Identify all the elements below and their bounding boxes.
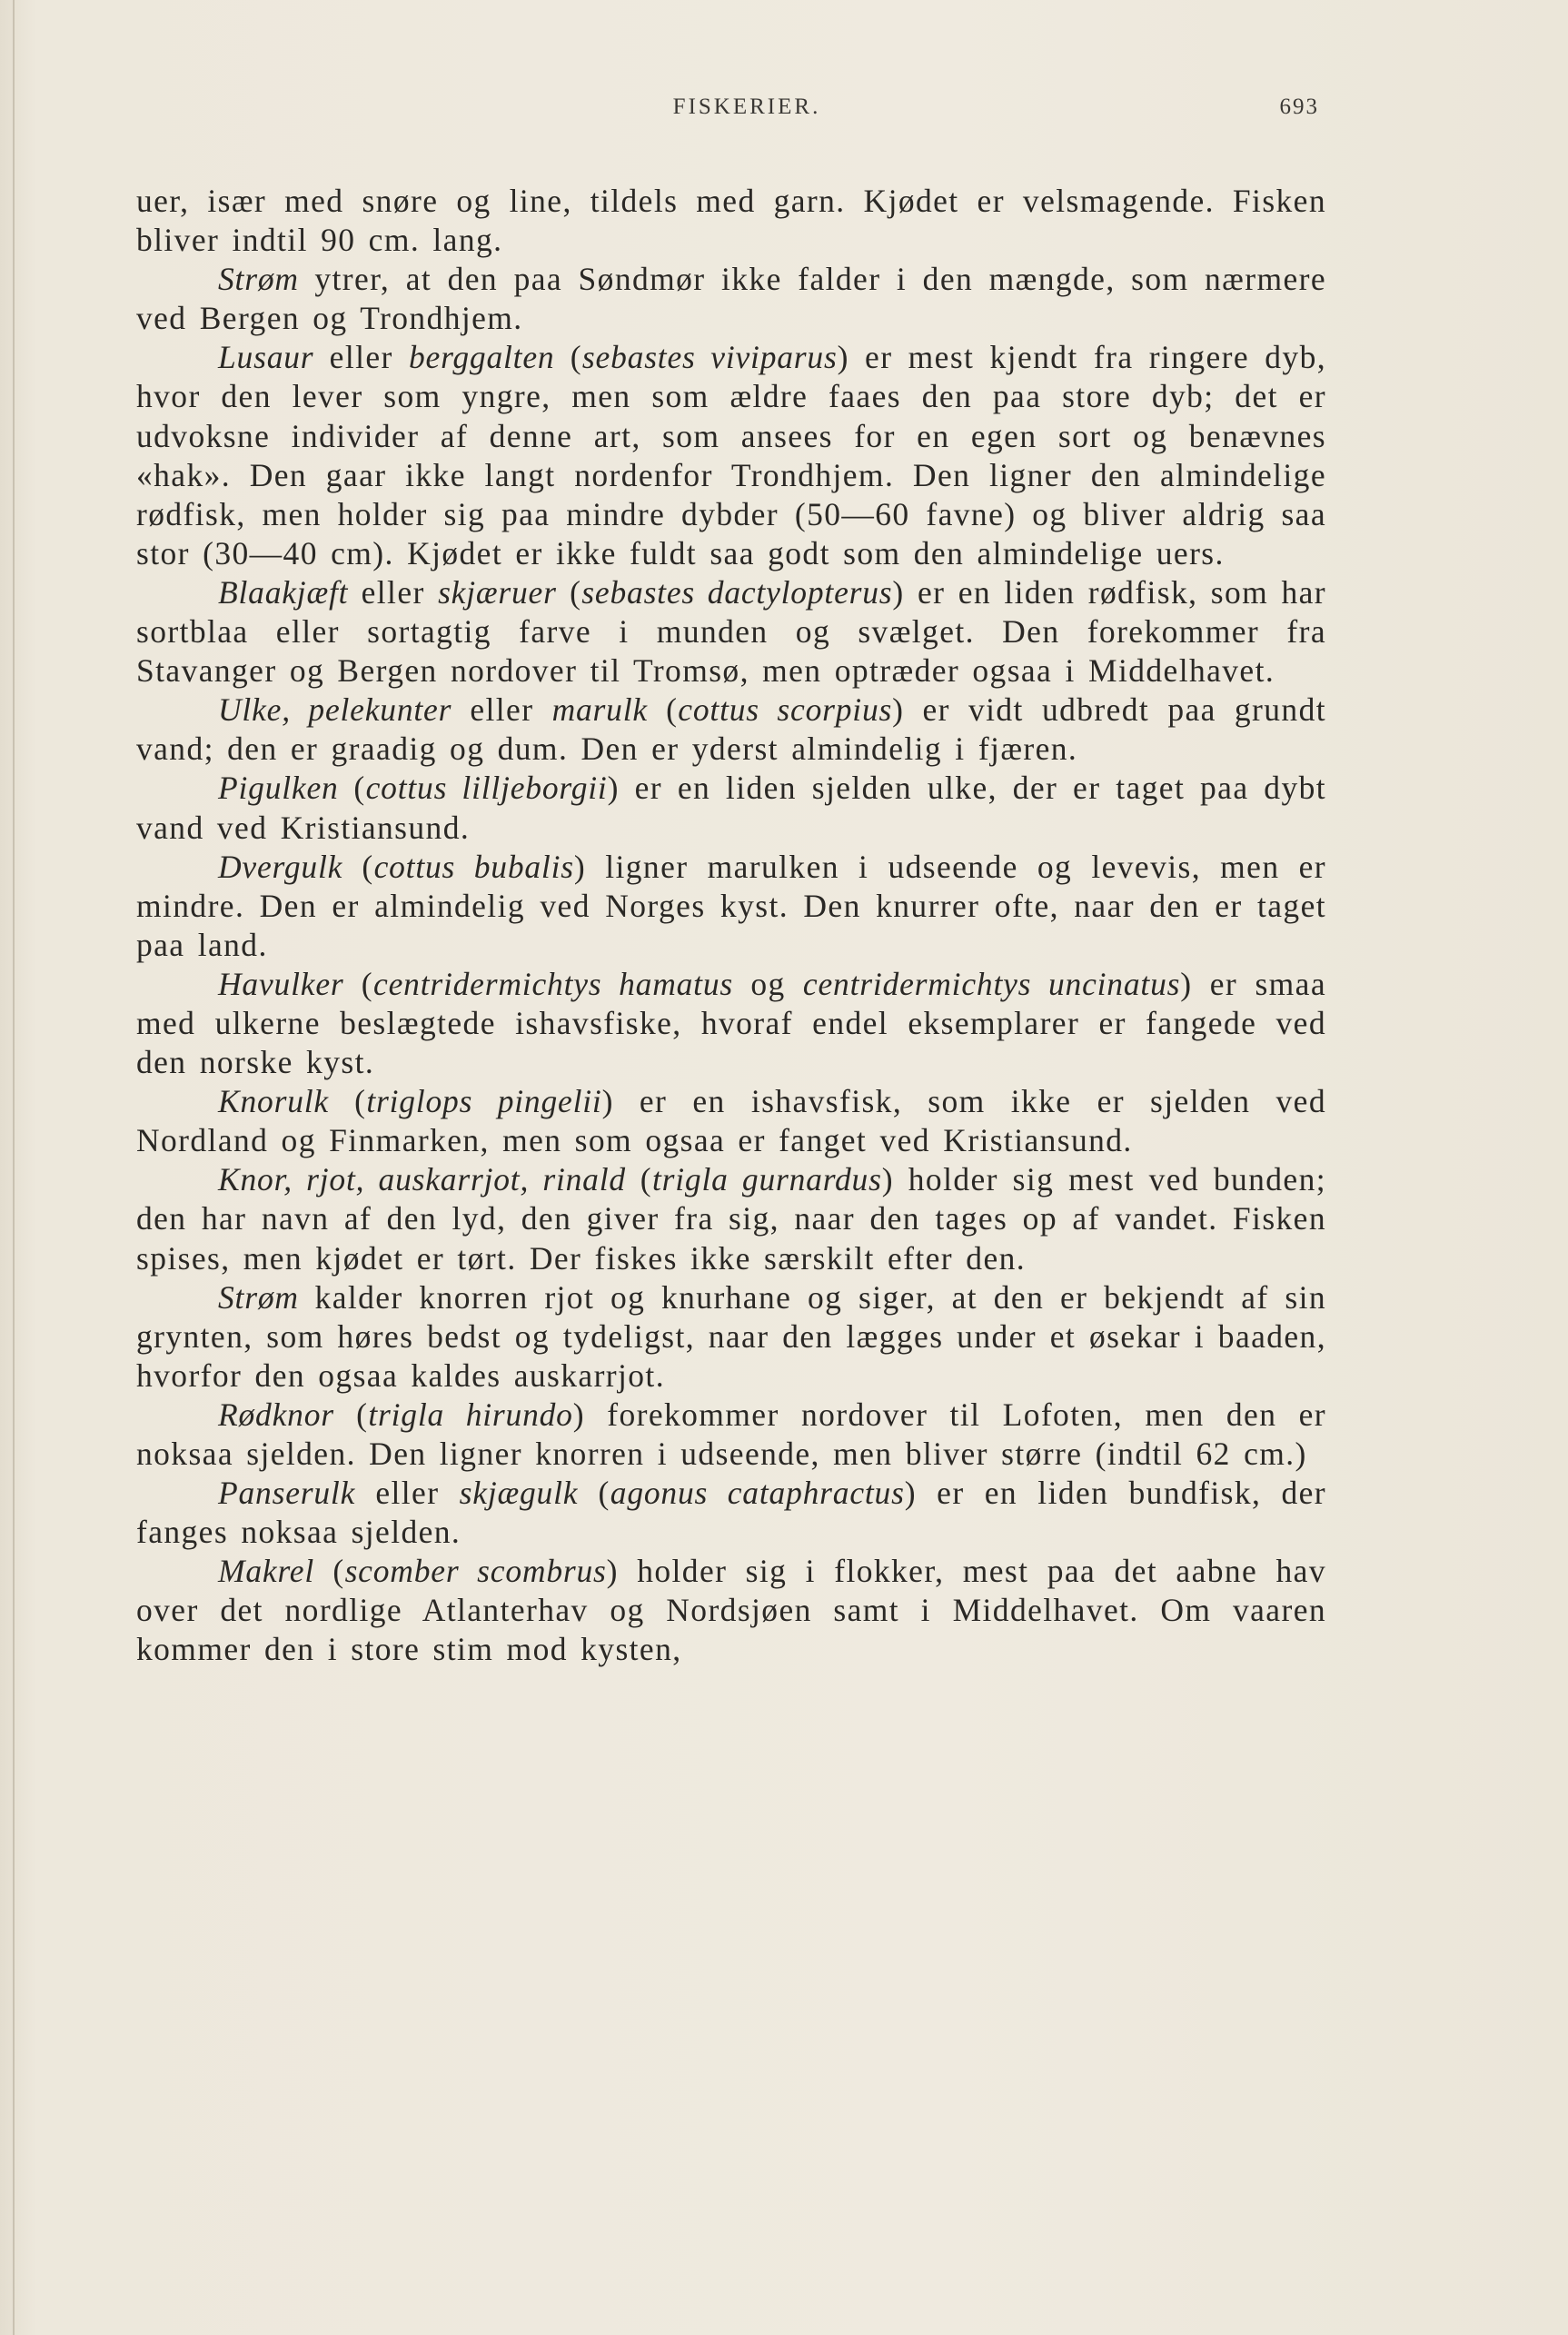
italic-term: trigla hirundo bbox=[368, 1396, 573, 1433]
running-title: FISKERIER. bbox=[672, 94, 821, 119]
italic-term: trigla gurnardus bbox=[651, 1161, 882, 1198]
paragraph bbox=[136, 1278, 1326, 1396]
text-run: ( bbox=[342, 848, 374, 885]
italic-term: skjæruer bbox=[438, 573, 557, 611]
text-run: ( bbox=[556, 573, 582, 611]
text-run: ) er en liden rødfisk, som har sortblaa eller sortagtig farve i munden og svælget. Den forekommer fra Stavanger og Bergen nordover til Tromsø, men optræder ogsaa i Middelhavet. bbox=[136, 573, 1326, 690]
italic-term: Lusaur bbox=[218, 339, 314, 376]
italic-term: Dvergulk bbox=[218, 848, 343, 885]
body-text bbox=[136, 182, 1326, 1670]
italic-term: Havulker bbox=[218, 965, 344, 1002]
italic-term: scomber scombrus bbox=[344, 1553, 607, 1590]
italic-term: Strøm bbox=[218, 1278, 299, 1316]
italic-term: berggalten bbox=[408, 339, 555, 376]
text-run: uer, især med snøre og line, tildels med garn. Kjødet er velsmagende. Fisken bliver indtil 90 cm. lang. bbox=[136, 183, 1326, 259]
text-run: ) er en ishavsfisk, som ikke er sjelden ved Nordland og Finmarken, men som ogsaa er fanget ved Kristiansund. bbox=[136, 1083, 1326, 1159]
binding-edge bbox=[13, 0, 15, 2335]
text-run: ( bbox=[343, 965, 374, 1002]
text-run: eller bbox=[313, 339, 409, 376]
text-run: ( bbox=[338, 770, 366, 807]
text-run: ( bbox=[314, 1553, 345, 1590]
text-run: ( bbox=[647, 691, 679, 729]
text-run: kalder knorren rjot og knurhane og siger, at den er bekjendt af sin grynten, som høres bedst og tydeligst, naar den lægges under et øsekar i baaden, hvorfor den ogsaa kaldes auskarrjot. bbox=[136, 1278, 1326, 1394]
italic-term: Knorulk bbox=[218, 1083, 329, 1120]
italic-term: skjægulk bbox=[459, 1475, 579, 1512]
text-run: ( bbox=[625, 1161, 652, 1198]
italic-term: Ulke, pelekunter bbox=[218, 691, 452, 729]
text-run: eller bbox=[355, 1475, 460, 1512]
text-run: ) er vidt udbredt paa grundt vand; den er graadig og dum. Den er yderst almindelig i fjæren. bbox=[136, 691, 1326, 768]
italic-term: Knor, rjot, auskarrjot, rinald bbox=[218, 1161, 626, 1198]
text-run: ytrer, at den paa Søndmør ikke falder i den mængde, som nærmere ved Bergen og Trondhjem. bbox=[136, 261, 1326, 337]
italic-term: Pigulken bbox=[218, 770, 339, 807]
italic-term: sebastes dactylopterus bbox=[581, 573, 893, 611]
italic-term: triglops pingelii bbox=[366, 1083, 602, 1120]
text-run: ) forekommer nordover til Lofoten, men den er noksaa sjelden. Den ligner knorren i udseende, men bliver større (indtil 62 cm.) bbox=[136, 1396, 1326, 1472]
text-run: eller bbox=[348, 573, 439, 611]
italic-term: Strøm bbox=[218, 261, 299, 298]
text-run: ) holder sig i flokker, mest paa det aabne hav over det nordlige Atlanterhav og Nordsjøen samt i Middelhavet. Om vaaren kommer den i store stim mod kysten, bbox=[136, 1553, 1326, 1668]
paragraph bbox=[136, 573, 1326, 691]
italic-term: cottus lilljeborgii bbox=[365, 770, 608, 807]
text-run: ) er en liden bundfisk, der fanges noksaa sjelden. bbox=[136, 1475, 1326, 1551]
paragraph bbox=[136, 1082, 1326, 1160]
italic-term: sebastes viviparus bbox=[581, 339, 838, 376]
paragraph bbox=[136, 691, 1326, 769]
paragraph bbox=[136, 1474, 1326, 1552]
italic-term: Blaakjæft bbox=[218, 573, 349, 611]
text-run: ) er mest kjendt fra ringere dyb, hvor den lever som yngre, men som ældre faaes den paa store dyb; det er udvoksne individer af denne art, som ansees for en egen sort og benævnes «hak». Den gaar ikke langt nordenfor Trondhjem. Den ligner den almindelige rødfisk, men holder sig paa mindre dybder (50—60 favne) og bliver aldrig saa stor (30—40 cm). Kjødet er ikke fuldt saa godt som den almindelige uers. bbox=[136, 339, 1326, 571]
text-run: og bbox=[733, 965, 803, 1002]
italic-term: Rødknor bbox=[218, 1396, 334, 1433]
paragraph bbox=[136, 338, 1326, 573]
italic-term: Panserulk bbox=[218, 1475, 356, 1512]
paragraph bbox=[136, 965, 1326, 1082]
text-run: ) er en liden sjelden ulke, der er taget paa dybt vand ved Kristiansund. bbox=[136, 770, 1327, 846]
italic-term: centridermichtys hamatus bbox=[373, 965, 734, 1002]
text-run: ( bbox=[328, 1083, 367, 1120]
text-run: ) ligner marulken i udseende og levevis, men er mindre. Den er almindelig ved Norges kyst. Den knurrer ofte, naar den er taget paa land. bbox=[136, 848, 1327, 963]
paragraph bbox=[136, 1396, 1326, 1474]
italic-term: cottus bubalis bbox=[373, 848, 574, 885]
paragraph bbox=[136, 1160, 1326, 1277]
text-run: ( bbox=[578, 1475, 610, 1512]
italic-term: centridermichtys uncinatus bbox=[802, 965, 1181, 1002]
italic-term: cottus scorpius bbox=[678, 691, 893, 729]
paragraph bbox=[136, 260, 1326, 338]
page-number: 693 bbox=[1279, 94, 1319, 119]
text-run: ( bbox=[333, 1396, 369, 1433]
page-header bbox=[174, 94, 1319, 127]
italic-term: agonus cataphractus bbox=[610, 1475, 905, 1512]
text-run: ) er smaa med ulkerne beslægtede ishavsfiske, hvoraf endel eksemplarer er fangede ved den norske kyst. bbox=[136, 965, 1326, 1081]
text-run: eller bbox=[452, 691, 552, 729]
text-run: ) holder sig mest ved bunden; den har navn af den lyd, den giver fra sig, naar den tages op af vandet. Fisken spises, men kjødet er tørt. Der fiskes ikke særskilt efter den. bbox=[136, 1161, 1327, 1277]
text-run: ( bbox=[554, 339, 582, 376]
italic-term: marulk bbox=[551, 691, 648, 729]
paragraph bbox=[136, 769, 1326, 847]
paragraph bbox=[136, 182, 1326, 260]
paragraph bbox=[136, 848, 1326, 965]
paragraph bbox=[136, 1552, 1326, 1669]
italic-term: Makrel bbox=[218, 1553, 314, 1590]
